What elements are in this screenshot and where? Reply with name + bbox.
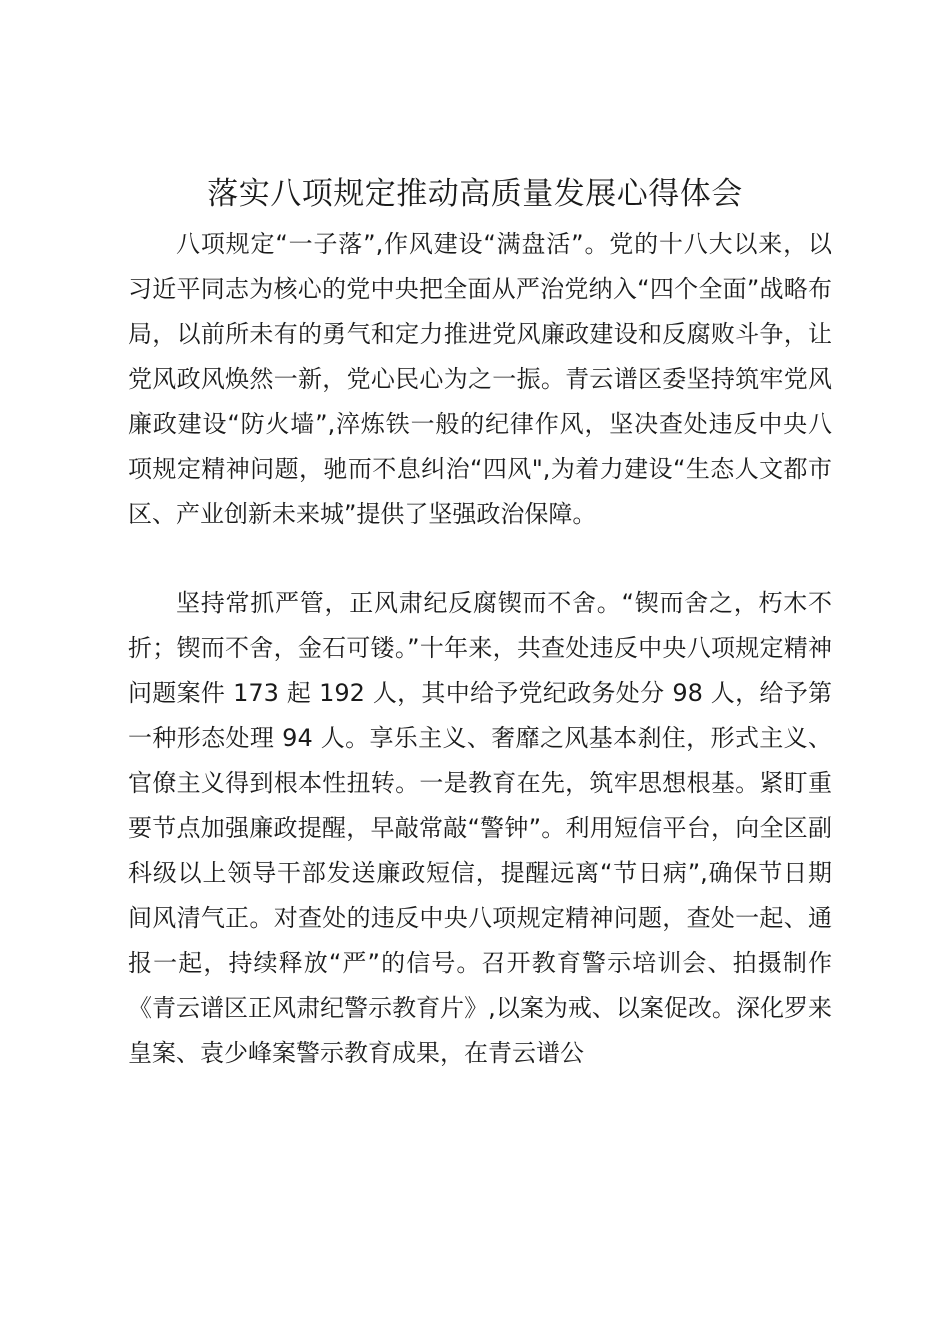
document-title: 落实八项规定推动高质量发展心得体会 — [207, 176, 743, 212]
paragraph-intro: 八项规定“一子落”,作风建设“满盘活”。党的十八大以来，以习近平同志为核心的党中央把全面从严治党纳入“四个全面”战略布局，以前所未有的勇气和定力推进党风廉政建设和反腐败斗争，让党风政风焕然一新，党心民心为之一振。青云谱区委坚持筑牢党风廉政建设“防火墙”,淬炼铁一般的纪律作风，坚决查处违反中央八项规定精神问题，驰而不息纠治“四风",为着力建设“生态人文都市区、产业创新未来城”提供了坚强政治保障。 — [128, 230, 832, 528]
paragraph-strict-management: 坚持常抓严管，正风肃纪反腐锲而不舍。“锲而舍之，朽木不折；锲而不舍，金石可镂。”十年来，共查处违反中央八项规定精神问题案件 173 起 192 人，其中给予党纪政务处分 98 人，给予第一种形态处理 94 人。享乐主义、奢靡之风基本刹住，形式主义、官僚主义得到根本性扭转。一是教育在先，筑牢思想根基。紧盯重要节点加强廉政提醒，早敲常敲“警钟”。利用短信平台，向全区副科级以上领导干部发送廉政短信，提醒远离“节日病”,确保节日期间风清气正。对查处的违反中央八项规定精神问题，查处一起、通报一起，持续释放“严”的信号。召开教育警示培训会、拍摄制作《青云谱区正风肃纪警示教育片》,以案为戒、以案促改。深化罗来皇案、袁少峰案警示教育成果，在青云谱公 — [128, 589, 832, 1067]
